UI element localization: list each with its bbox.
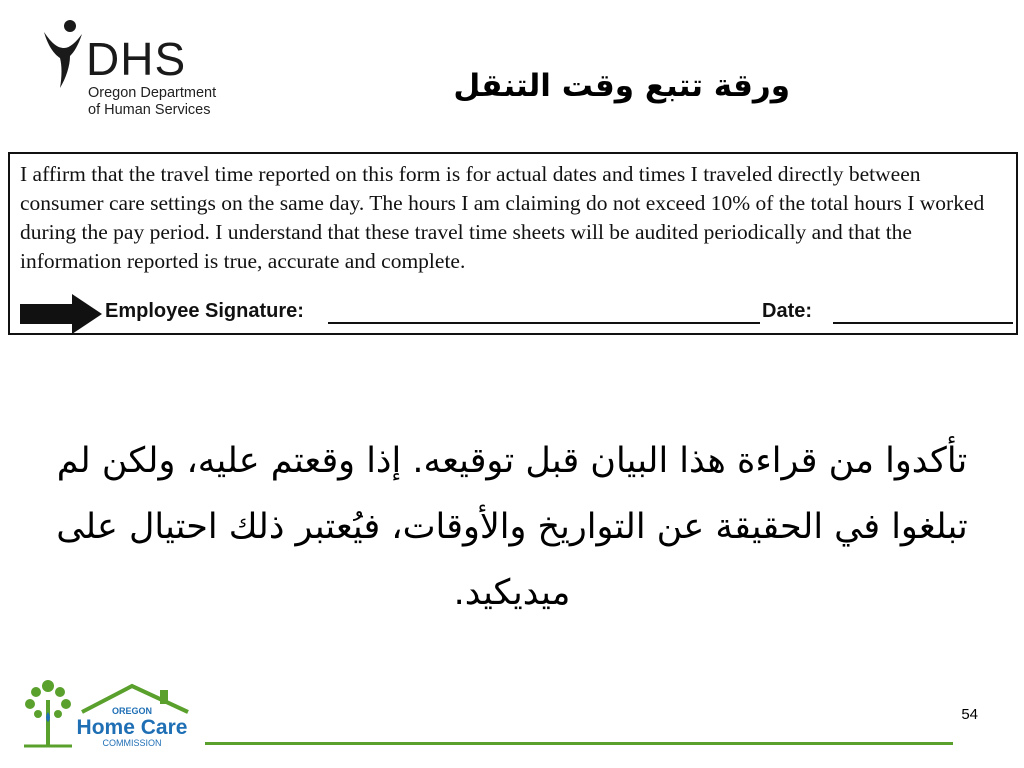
signature-row <box>10 294 1016 334</box>
page-number: 54 <box>961 706 978 723</box>
dhs-logo-line2: of Human Services <box>88 102 211 118</box>
hc-logo-line2: Home Care <box>76 716 188 739</box>
date-label: Date: <box>762 300 813 322</box>
right-arrow-icon <box>20 294 102 334</box>
employee-signature-label: Employee Signature: <box>105 300 304 322</box>
date-line <box>833 322 1013 324</box>
dhs-logo-line1: Oregon Department <box>88 85 217 101</box>
signature-line <box>328 322 760 324</box>
slide-title: ورقة تتبع وقت التنقل <box>453 68 790 104</box>
hc-logo-line3: COMMISSION <box>102 738 162 748</box>
tree-icon <box>24 680 72 746</box>
person-figure-icon <box>40 18 86 90</box>
dhs-logo-subtitle <box>88 85 216 119</box>
home-care-commission-logo <box>20 672 200 752</box>
affirmation-text: I affirm that the travel time reported on this form is for actual dates and times I traveled directly between consumer care settings on the same day. The hours I am claiming do not exceed 10% of the total hours I worked during the pay period. I understand that these travel time sheets will be audited periodically and that the information reported is true, accurate and complete. <box>20 162 985 273</box>
dhs-logo <box>40 18 240 118</box>
footer-divider <box>205 742 953 745</box>
dhs-logo-letters: DHS <box>86 33 187 85</box>
body-text: تأكدوا من قراءة هذا البيان قبل توقيعه. إذا وقعتم عليه، ولكن لم تبلغوا في الحقيقة عن التواريخ والأوقات، فيُعتبر ذلك احتيال على ميديكيد. <box>56 441 968 613</box>
hc-logo-line1: OREGON <box>111 706 153 716</box>
form-excerpt <box>8 152 1018 335</box>
